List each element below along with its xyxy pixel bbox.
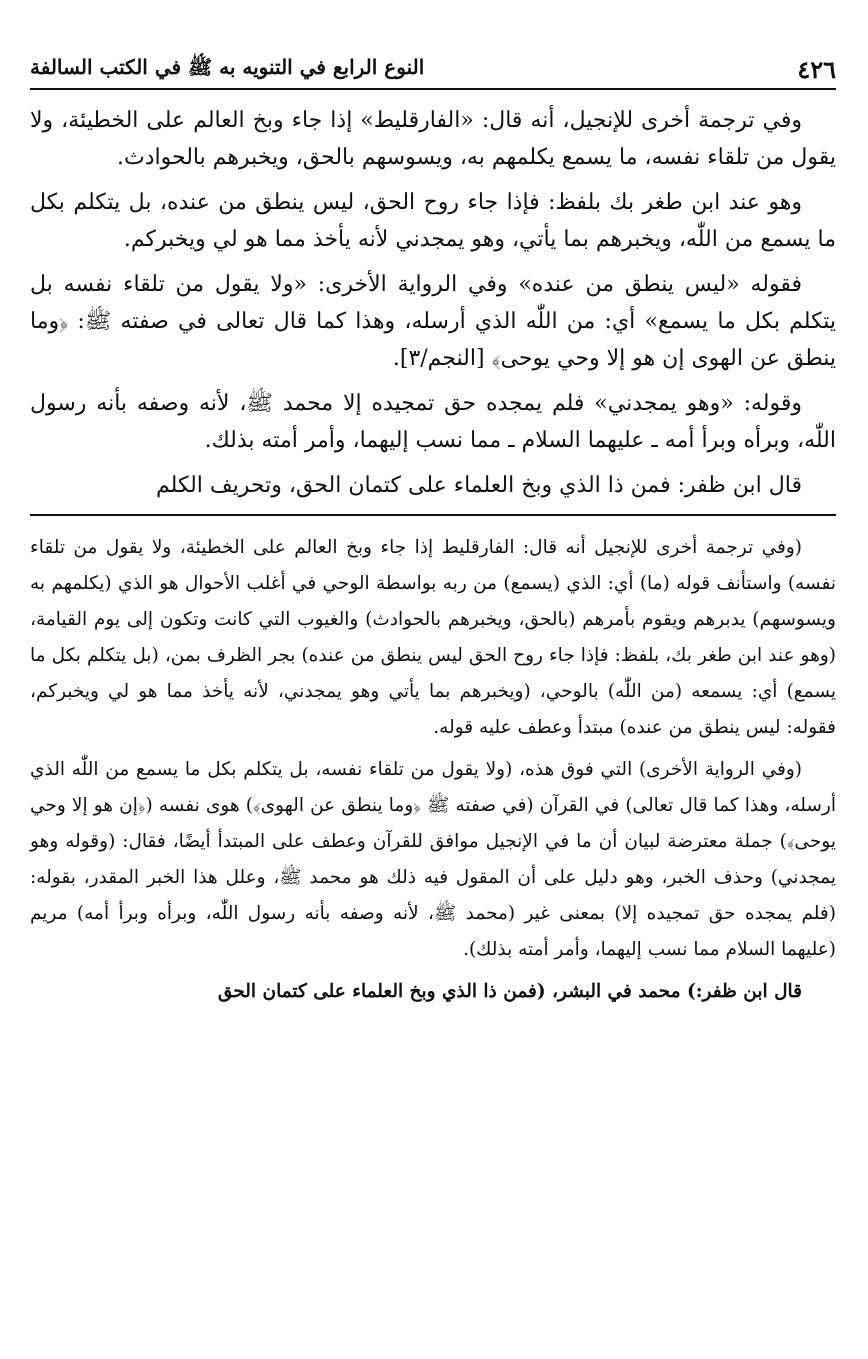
page [30, 44, 836, 1016]
commentary-paragraph: قال ابن ظفر:) محمد في البشر، (فمن ذا الذي وبخ العلماء على كتمان الحق [217, 981, 802, 1002]
commentary-paragraph: (وفي الرواية الأخرى) التي فوق هذه، (ولا يقول من تلقاء نفسه، بل يتكلم بكل ما يسمع من اللّٰه الذي أرسله، وهذا كما قال تعالى) في القرآن (في صفته ﷺ ﴿وما ينطق عن الهوى﴾) هوى نفسه (﴿إن هو إلا وحي يوحى﴾) جملة معترضة لبيان أن ما في الإنجيل موافق للقرآن وعطف على المبتدأ أيضًا، فقال: (وقوله وهو يمجدني) وحذف الخبر، وهو دليل على أن المقول فيه ذلك هو محمد ﷺ، وعلل هذا الخبر المقدر، بقوله: (فلم يمجده حق تمجيده إلا) بمعنى غير (محمد ﷺ، لأنه وصفه بأنه رسول اللّٰه، وبرأه وبرأ أمه) مريم (عليهما السلام مما نسب إليهما، وأمر أمته بذلك). [30, 759, 836, 960]
page-number: ٤٢٦ [797, 55, 836, 84]
main-paragraph: قال ابن ظفر: فمن ذا الذي وبخ العلماء على كتمان الحق، وتحريف الكلم [156, 473, 802, 498]
main-text [30, 102, 836, 504]
running-title: النوع الرابع في التنويه به ﷺ في الكتب السالفة [30, 55, 425, 79]
page-header [30, 44, 836, 90]
main-paragraph: وهو عند ابن طغر بك بلفظ: فإذا جاء روح الحق، ليس ينطق من عنده، بل يتكلم بكل ما يسمع من اللّٰه، ويخبرهم بما يأتي، وهو يمجدني لأنه يأخذ مما هو لي ويخبركم. [30, 190, 836, 252]
main-paragraph: وقوله: «وهو يمجدني» فلم يمجده حق تمجيده إلا محمد ﷺ، لأنه وصفه بأنه رسول اللّٰه، وبرأه وبرأ أمه ـ عليهما السلام ـ مما نسب إليهما، وأمر أمته بذلك. [30, 391, 836, 453]
commentary-text [30, 530, 836, 1010]
main-paragraph: فقوله «ليس ينطق من عنده» وفي الرواية الأخرى: «ولا يقول من تلقاء نفسه بل يتكلم بكل ما يسمع» أي: من اللّٰه الذي أرسله، وهذا كما قال تعالى في صفته ﷺ: ﴿وما ينطق عن الهوى إن هو إلا وحي يوحى﴾ [النجم/٣]. [30, 272, 836, 371]
main-paragraph: وفي ترجمة أخرى للإنجيل، أنه قال: «الفارقليط» إذا جاء وبخ العالم على الخطيئة، ولا يقول من تلقاء نفسه، ما يسمع يكلمهم به، ويسوسهم بالحق، ويخبرهم بالحوادث. [30, 108, 836, 170]
commentary-paragraph: (وفي ترجمة أخرى للإنجيل أنه قال: الفارقليط إذا جاء وبخ العالم على الخطيئة، ولا يقول من تلقاء نفسه) واستأنف قوله (ما) أي: الذي (يسمع) من ربه بواسطة الوحي في أغلب الأحوال هو الذي (يكلمهم به ويسوسهم) يدبرهم ويقوم بأمرهم (بالحق، ويخبرهم بالحوادث) والغيوب التي كانت وتكون إلى يوم القيامة، (وهو عند ابن طغر بك، بلفظ: فإذا جاء روح الحق ليس ينطق من عنده) بجر الظرف بمن، (بل يتكلم بكل ما يسمع) أي: يسمعه (من اللّٰه) بالوحي، (ويخبرهم بما يأتي وهو يمجدني، لأنه يأخذ مما هو لي ويخبركم، فقوله: ليس ينطق من عنده) مبتدأ وعطف عليه قوله. [30, 537, 836, 738]
section-divider [30, 514, 836, 516]
